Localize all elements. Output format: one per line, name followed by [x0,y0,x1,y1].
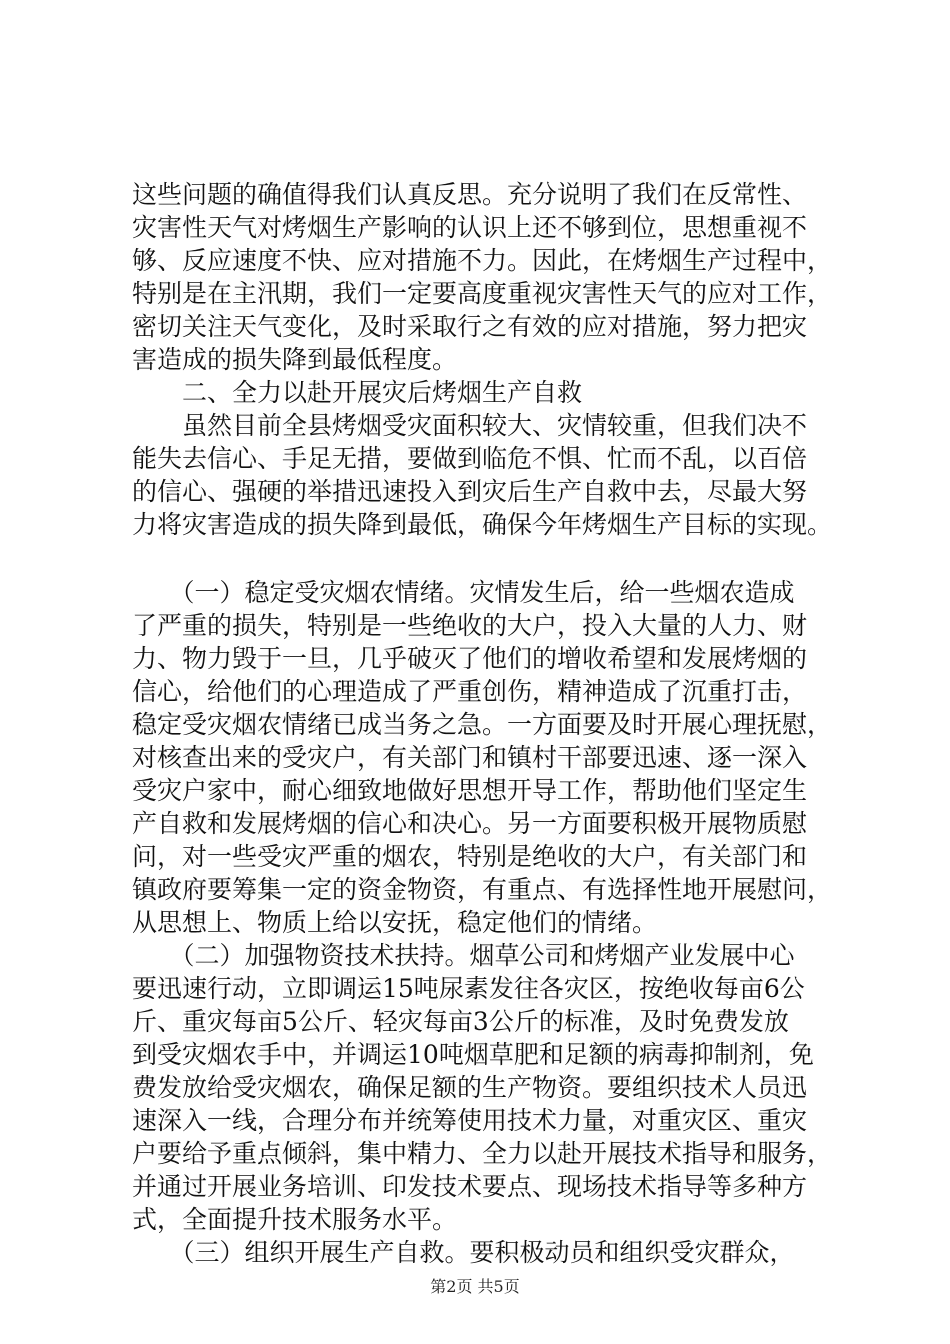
body-text-line: 式，全面提升技术服务水平。 [132,1205,458,1234]
body-text-line: 问，对一些受灾严重的烟农，特别是绝收的大户，有关部门和 [132,842,808,871]
body-text-line: 虽然目前全县烤烟受灾面积较大、灾情较重，但我们决不 [132,411,808,440]
body-text-line: 要迅速行动，立即调运15吨尿素发往各灾区，按绝收每亩6公 [132,974,805,1003]
body-text-line: 力将灾害造成的损失降到最低，确保今年烤烟生产目标的实现。 [132,510,833,539]
page-footer: 第2页 共5页 [430,1277,520,1296]
body-text-line: 力、物力毁于一旦，几乎破灭了他们的增收希望和发展烤烟的 [132,644,808,673]
body-text-line: 费发放给受灾烟农，确保足额的生产物资。要组织技术人员迅 [132,1073,808,1102]
body-text-line: 产自救和发展烤烟的信心和决心。另一方面要积极开展物质慰 [132,809,808,838]
body-text-line: 到受灾烟农手中，并调运10吨烟草肥和足额的病毒抑制剂，免 [132,1040,814,1069]
body-text-line: 特别是在主汛期，我们一定要高度重视灾害性天气的应对工作， [132,279,833,308]
body-text-line: （二）加强物资技术扶持。烟草公司和烤烟产业发展中心 [132,941,795,970]
body-text-line: 的信心、强硬的举措迅速投入到灾后生产自救中去，尽最大努 [132,477,808,506]
body-text-line: 户要给予重点倾斜，集中精力、全力以赴开展技术指导和服务， [132,1139,833,1168]
body-text-line: 害造成的损失降到最低程度。 [132,345,458,374]
body-text-line: （三）组织开展生产自救。要积极动员和组织受灾群众， [132,1238,795,1267]
body-text-line: 并通过开展业务培训、印发技术要点、现场技术指导等多种方 [132,1172,808,1201]
body-text-line: 斤、重灾每亩5公斤、轻灾每亩3公斤的标准，及时免费发放 [132,1007,789,1036]
body-text-line: 速深入一线，合理分布并统筹使用技术力量，对重灾区、重灾 [132,1106,808,1135]
body-text-line: 稳定受灾烟农情绪已成当务之急。一方面要及时开展心理抚慰， [132,710,833,739]
body-text-line: 够、反应速度不快、应对措施不力。因此，在烤烟生产过程中， [132,246,833,275]
body-text-line: 信心，给他们的心理造成了严重创伤，精神造成了沉重打击， [132,677,808,706]
section-heading: 二、全力以赴开展灾后烤烟生产自救 [132,378,583,407]
body-text-line: 受灾户家中，耐心细致地做好思想开导工作，帮助他们坚定生 [132,776,808,805]
body-text-line: 镇政府要筹集一定的资金物资，有重点、有选择性地开展慰问， [132,875,833,904]
body-text-line: 从思想上、物质上给以安抚，稳定他们的情绪。 [132,908,658,937]
body-text-line: 这些问题的确值得我们认真反思。充分说明了我们在反常性、 [132,180,808,209]
body-text-line: 密切关注天气变化，及时采取行之有效的应对措施，努力把灾 [132,312,808,341]
body-text-line: 能失去信心、手足无措，要做到临危不惧、忙而不乱，以百倍 [132,444,808,473]
body-text-line: 灾害性天气对烤烟生产影响的认识上还不够到位，思想重视不 [132,213,808,242]
body-text-line: 了严重的损失，特别是一些绝收的大户，投入大量的人力、财 [132,611,808,640]
body-text-line: 对核查出来的受灾户，有关部门和镇村干部要迅速、逐一深入 [132,743,808,772]
body-text-line: （一）稳定受灾烟农情绪。灾情发生后，给一些烟农造成 [132,578,795,607]
